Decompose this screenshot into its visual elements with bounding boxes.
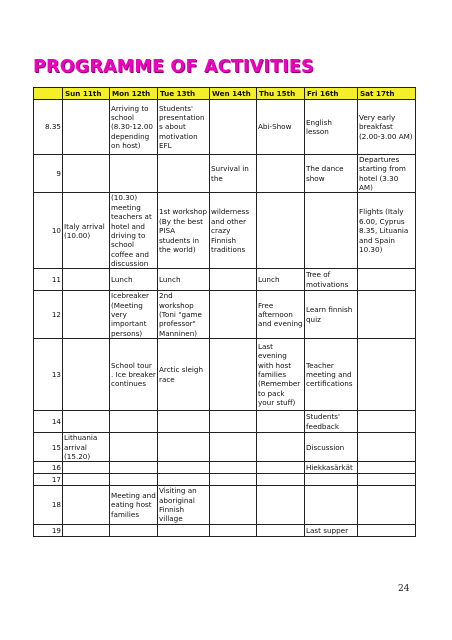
table-cell: Lunch bbox=[158, 269, 210, 291]
table-row bbox=[34, 100, 416, 155]
table-cell bbox=[257, 486, 305, 524]
table-cell: Students' feedback bbox=[305, 411, 358, 433]
table-row bbox=[34, 486, 416, 524]
header-cell: Mon 12th bbox=[110, 88, 158, 100]
header-cell: Sun 11th bbox=[63, 88, 110, 100]
table-row bbox=[34, 462, 416, 474]
time-cell: 16 bbox=[34, 462, 63, 474]
table-cell bbox=[158, 155, 210, 193]
table-cell: Hiekkasärkät bbox=[305, 462, 358, 474]
table-cell: Lithuania arrival (15.20) bbox=[63, 433, 110, 462]
table-cell bbox=[158, 474, 210, 486]
table-row bbox=[34, 193, 416, 269]
time-cell: 11 bbox=[34, 269, 63, 291]
table-cell: Tree of motivations bbox=[305, 269, 358, 291]
table-cell bbox=[210, 433, 257, 462]
header-cell: Sat 17th bbox=[358, 88, 416, 100]
table-cell bbox=[358, 524, 416, 536]
table-cell: 2nd workshop (Toni "game professor" Manninen) bbox=[158, 291, 210, 339]
table-cell bbox=[210, 411, 257, 433]
table-cell bbox=[257, 193, 305, 269]
table-cell bbox=[358, 462, 416, 474]
table-cell: wilderness and other crazy Finnish traditions bbox=[210, 193, 257, 269]
table-cell: Lunch bbox=[110, 269, 158, 291]
table-row bbox=[34, 269, 416, 291]
table-cell bbox=[210, 291, 257, 339]
table-cell: Abi-Show bbox=[257, 100, 305, 155]
table-cell bbox=[358, 339, 416, 411]
table-cell bbox=[210, 462, 257, 474]
table-cell bbox=[210, 339, 257, 411]
table-cell bbox=[110, 155, 158, 193]
table-cell bbox=[358, 486, 416, 524]
table-cell bbox=[257, 462, 305, 474]
time-cell: 14 bbox=[34, 411, 63, 433]
table-cell: Students' presentations about motivation EFL bbox=[158, 100, 210, 155]
table-cell: Last evening with host families (Remember to pack your stuff) bbox=[257, 339, 305, 411]
table-header-row bbox=[34, 88, 416, 100]
table-cell bbox=[210, 474, 257, 486]
header-cell: Tue 13th bbox=[158, 88, 210, 100]
table-cell: Italy arrival (10.00) bbox=[63, 193, 110, 269]
table-row bbox=[34, 339, 416, 411]
table-cell bbox=[257, 433, 305, 462]
table-cell: Lunch bbox=[257, 269, 305, 291]
table-cell: Survival in the bbox=[210, 155, 257, 193]
table-cell: Very early breakfast (2.00-3.00 AM) bbox=[358, 100, 416, 155]
table-cell bbox=[110, 433, 158, 462]
header-cell: Wen 14th bbox=[210, 88, 257, 100]
time-cell: 12 bbox=[34, 291, 63, 339]
table-cell bbox=[358, 474, 416, 486]
table-cell bbox=[358, 291, 416, 339]
table-cell: Learn finnish quiz bbox=[305, 291, 358, 339]
table-cell bbox=[358, 411, 416, 433]
table-cell bbox=[210, 486, 257, 524]
time-cell: 13 bbox=[34, 339, 63, 411]
table-cell bbox=[210, 524, 257, 536]
time-cell: 8.35 bbox=[34, 100, 63, 155]
header-cell bbox=[34, 88, 63, 100]
time-cell: 15 bbox=[34, 433, 63, 462]
table-cell bbox=[63, 474, 110, 486]
header-cell: Thu 15th bbox=[257, 88, 305, 100]
table-cell bbox=[63, 291, 110, 339]
table-cell: School tour . Ice breaker continues bbox=[110, 339, 158, 411]
table-row bbox=[34, 155, 416, 193]
table-cell bbox=[110, 524, 158, 536]
table-cell: Arriving to school (8.30-12.00 depending on host) bbox=[110, 100, 158, 155]
table-cell bbox=[305, 486, 358, 524]
table-cell bbox=[210, 100, 257, 155]
table-cell bbox=[158, 524, 210, 536]
table-cell bbox=[305, 193, 358, 269]
table-cell bbox=[63, 269, 110, 291]
page-number: 24 bbox=[398, 584, 410, 594]
table-cell bbox=[257, 411, 305, 433]
table-row bbox=[34, 411, 416, 433]
table-cell: Icebreaker (Meeting very important persons) bbox=[110, 291, 158, 339]
time-cell: 19 bbox=[34, 524, 63, 536]
table-cell bbox=[257, 524, 305, 536]
table-cell bbox=[305, 474, 358, 486]
table-row bbox=[34, 433, 416, 462]
table-cell: Free afternoon and evening bbox=[257, 291, 305, 339]
table-cell bbox=[210, 269, 257, 291]
table-cell bbox=[63, 462, 110, 474]
table-row bbox=[34, 474, 416, 486]
table-cell bbox=[158, 411, 210, 433]
table-cell bbox=[63, 486, 110, 524]
table-cell bbox=[110, 474, 158, 486]
activities-table bbox=[33, 87, 416, 537]
table-cell: Flights (Italy 6.00, Cyprus 8.35, Lituania and Spain 10.30) bbox=[358, 193, 416, 269]
table-cell: Teacher meeting and certifications bbox=[305, 339, 358, 411]
time-cell: 9 bbox=[34, 155, 63, 193]
time-cell: 17 bbox=[34, 474, 63, 486]
table-cell bbox=[158, 433, 210, 462]
table-cell: (10.30) meeting teachers at hotel and driving to school coffee and discussion bbox=[110, 193, 158, 269]
table-cell bbox=[110, 411, 158, 433]
table-cell bbox=[63, 100, 110, 155]
table-cell bbox=[158, 462, 210, 474]
table-cell: Discussion bbox=[305, 433, 358, 462]
table-cell: English lesson bbox=[305, 100, 358, 155]
table-cell: 1st workshop (By the best PISA students in the world) bbox=[158, 193, 210, 269]
table-row bbox=[34, 524, 416, 536]
table-cell bbox=[358, 269, 416, 291]
table-cell: Meeting and eating host families bbox=[110, 486, 158, 524]
header-cell: Fri 16th bbox=[305, 88, 358, 100]
table-cell: Departures starting from hotel (3.30 AM) bbox=[358, 155, 416, 193]
table-cell bbox=[257, 155, 305, 193]
table-cell bbox=[257, 474, 305, 486]
time-cell: 10 bbox=[34, 193, 63, 269]
table-cell bbox=[63, 411, 110, 433]
table-cell: Last supper bbox=[305, 524, 358, 536]
table-cell bbox=[110, 462, 158, 474]
table-cell bbox=[63, 155, 110, 193]
page-title: PROGRAMME OF ACTIVITIES bbox=[33, 57, 314, 77]
table-cell bbox=[63, 339, 110, 411]
table-cell: Arctic sleigh race bbox=[158, 339, 210, 411]
table-cell bbox=[358, 433, 416, 462]
table-cell: The dance show bbox=[305, 155, 358, 193]
table-cell: Visiting an aboriginal Finnish village bbox=[158, 486, 210, 524]
table-row bbox=[34, 291, 416, 339]
table-cell bbox=[63, 524, 110, 536]
time-cell: 18 bbox=[34, 486, 63, 524]
